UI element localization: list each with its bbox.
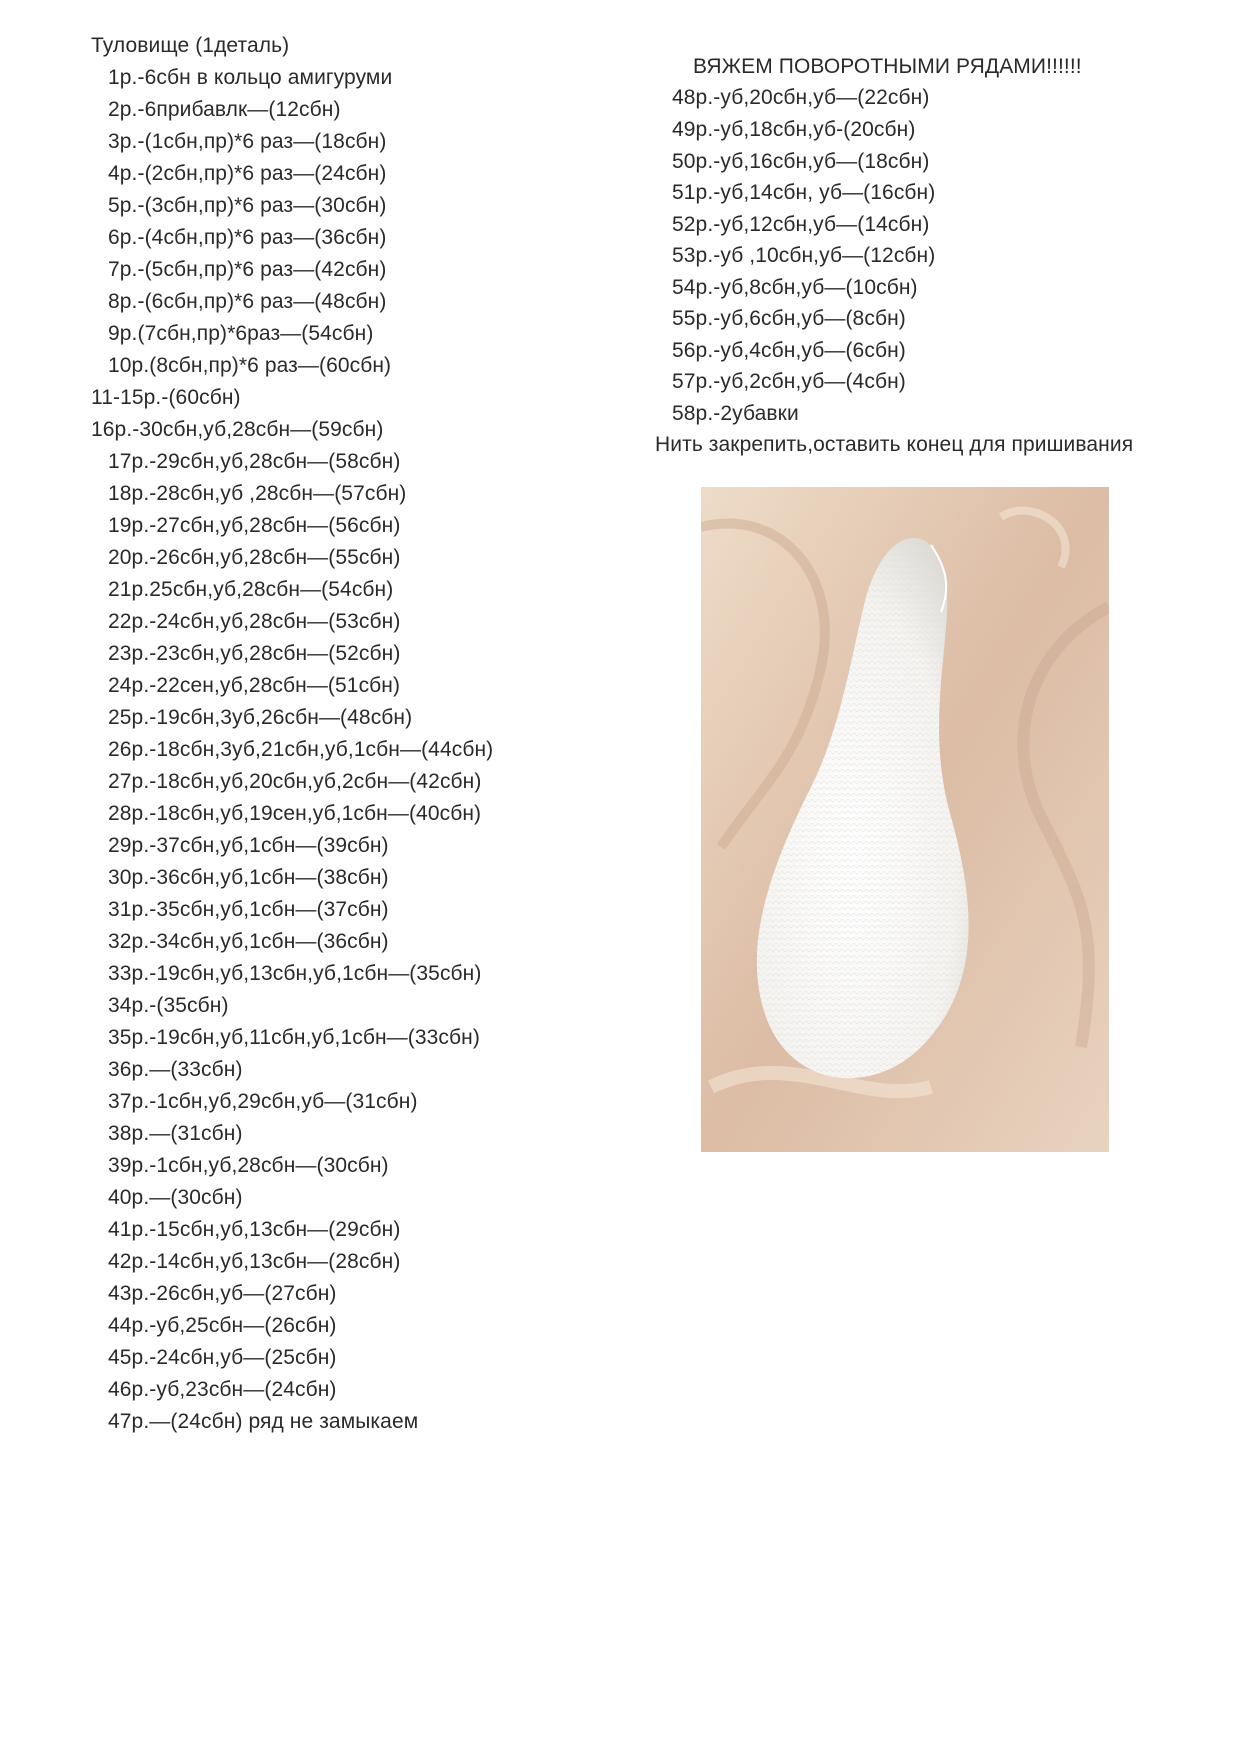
pattern-row: 4р.-(2сбн,пр)*6 раз—(24сбн) <box>108 162 387 185</box>
pattern-row: 24р.-22сен,уб,28сбн—(51сбн) <box>108 674 401 697</box>
pattern-row: 50р.-уб,16сбн,уб—(18сбн) <box>672 150 930 173</box>
pattern-row: 6р.-(4сбн,пр)*6 раз—(36сбн) <box>108 226 387 249</box>
pattern-row: 3р.-(1сбн,пр)*6 раз—(18сбн) <box>108 130 387 153</box>
pattern-row: 29р.-37сбн,уб,1сбн—(39сбн) <box>108 834 389 857</box>
pattern-row: 20р.-26сбн,уб,28сбн—(55сбн) <box>108 546 401 569</box>
pattern-row: 56р.-уб,4сбн,уб—(6сбн) <box>672 339 906 362</box>
pattern-row: 33р.-19сбн,уб,13сбн,уб,1сбн—(35сбн) <box>108 962 482 985</box>
pattern-row: 54р.-уб,8сбн,уб—(10сбн) <box>672 276 918 299</box>
pattern-row: 52р.-уб,12сбн,уб—(14сбн) <box>672 213 930 236</box>
section-title: Туловище (1деталь) <box>91 34 290 57</box>
knitted-body-illustration <box>701 487 1109 1152</box>
pattern-row: 32р.-34сбн,уб,1сбн—(36сбн) <box>108 930 389 953</box>
pattern-row: 58р.-2убавки <box>672 402 799 425</box>
pattern-row: 10р.(8сбн,пр)*6 раз—(60сбн) <box>108 354 392 377</box>
pattern-row: 40р.—(30сбн) <box>108 1186 243 1209</box>
pattern-row: 34р.-(35сбн) <box>108 994 229 1017</box>
pattern-row: 53р.-уб ,10сбн,уб—(12сбн) <box>672 244 936 267</box>
pattern-row: 1р.-6сбн в кольцо амигуруми <box>108 66 393 89</box>
pattern-row: 30р.-36сбн,уб,1сбн—(38сбн) <box>108 866 389 889</box>
pattern-row: 55р.-уб,6сбн,уб—(8сбн) <box>672 307 906 330</box>
pattern-row: 39р.-1сбн,уб,28сбн—(30сбн) <box>108 1154 389 1177</box>
pattern-row: 37р.-1сбн,уб,29сбн,уб—(31сбн) <box>108 1090 418 1113</box>
pattern-row: 48р.-уб,20сбн,уб—(22сбн) <box>672 86 930 109</box>
pattern-row: 47р.—(24сбн) ряд не замыкаем <box>108 1410 419 1433</box>
pattern-row: 7р.-(5сбн,пр)*6 раз—(42сбн) <box>108 258 387 281</box>
pattern-row: 36р.—(33сбн) <box>108 1058 243 1081</box>
pattern-row: 8р.-(6сбн,пр)*6 раз—(48сбн) <box>108 290 387 313</box>
pattern-row: 42р.-14сбн,уб,13сбн—(28сбн) <box>108 1250 401 1273</box>
section-heading: ВЯЖЕМ ПОВОРОТНЫМИ РЯДАМИ!!!!!! <box>693 55 1082 78</box>
pattern-row: 57р.-уб,2сбн,уб—(4сбн) <box>672 370 906 393</box>
pattern-row: 5р.-(3сбн,пр)*6 раз—(30сбн) <box>108 194 387 217</box>
pattern-row: 41р.-15сбн,уб,13сбн—(29сбн) <box>108 1218 401 1241</box>
pattern-row: 35р.-19сбн,уб,11сбн,уб,1сбн—(33сбн) <box>108 1026 480 1049</box>
knitted-body-photo <box>701 487 1109 1152</box>
pattern-row: 21р.25сбн,уб,28сбн—(54сбн) <box>108 578 394 601</box>
pattern-row: 45р.-24сбн,уб—(25сбн) <box>108 1346 337 1369</box>
pattern-row: 44р.-уб,25сбн—(26сбн) <box>108 1314 337 1337</box>
pattern-row: 51р.-уб,14сбн, уб—(16сбн) <box>672 181 936 204</box>
pattern-row: 9р.(7сбн,пр)*6раз—(54сбн) <box>108 322 374 345</box>
pattern-row: 18р.-28сбн,уб ,28сбн—(57сбн) <box>108 482 407 505</box>
finishing-note: Нить закрепить,оставить конец для пришивания <box>655 433 1134 456</box>
pattern-row: 11-15р.-(60сбн) <box>91 386 241 409</box>
pattern-row: 16р.-30сбн,уб,28сбн—(59сбн) <box>91 418 384 441</box>
pattern-row: 38р.—(31сбн) <box>108 1122 243 1145</box>
pattern-row: 49р.-уб,18сбн,уб-(20сбн) <box>672 118 916 141</box>
pattern-row: 27р.-18сбн,уб,20сбн,уб,2сбн—(42сбн) <box>108 770 482 793</box>
pattern-row: 46р.-уб,23сбн—(24сбн) <box>108 1378 337 1401</box>
pattern-row: 2р.-6прибавлк—(12сбн) <box>108 98 341 121</box>
pattern-row: 25р.-19сбн,3уб,26сбн—(48сбн) <box>108 706 413 729</box>
pattern-row: 22р.-24сбн,уб,28сбн—(53сбн) <box>108 610 401 633</box>
pattern-row: 43р.-26сбн,уб—(27сбн) <box>108 1282 337 1305</box>
pattern-row: 31р.-35сбн,уб,1сбн—(37сбн) <box>108 898 389 921</box>
pattern-row: 17р.-29сбн,уб,28сбн—(58сбн) <box>108 450 401 473</box>
pattern-row: 19р.-27сбн,уб,28сбн—(56сбн) <box>108 514 401 537</box>
pattern-row: 26р.-18сбн,3уб,21сбн,уб,1сбн—(44сбн) <box>108 738 494 761</box>
pattern-row: 28р.-18сбн,уб,19сен,уб,1сбн—(40сбн) <box>108 802 482 825</box>
pattern-row: 23р.-23сбн,уб,28сбн—(52сбн) <box>108 642 401 665</box>
